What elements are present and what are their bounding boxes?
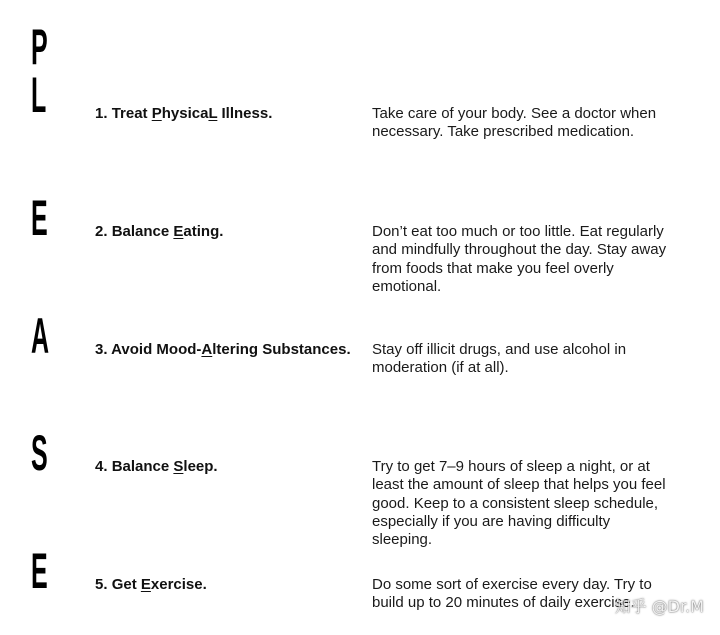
key-letter: A [201, 341, 213, 358]
acronym-letter-e: E [31, 190, 48, 246]
item-title [95, 458, 365, 476]
acronym-letter-s: S [31, 425, 48, 481]
item-title-text: Balance Sleep. [111, 458, 218, 475]
acronym-letter-p: P [31, 19, 48, 75]
acronym-letter-e-second: E [31, 543, 48, 599]
key-letter: E [173, 223, 184, 240]
item-description: Take care of your body. See a doctor when necessary. Take prescribed medication. [372, 105, 657, 141]
key-letter: S [173, 458, 184, 475]
item-number: 2. [95, 223, 108, 240]
item-number: 1. [95, 105, 108, 122]
acronym-letter-a: A [31, 308, 50, 364]
acronym-letter-l: L [31, 67, 47, 123]
item-description: Stay off illicit drugs, and use alcohol in moderation (if at all). [372, 341, 627, 377]
item-title [95, 341, 365, 359]
item-title-text: Get Exercise. [111, 576, 207, 593]
key-letter: P [151, 105, 162, 122]
item-title [95, 576, 365, 594]
item-title-text: Avoid Mood-Altering Substances. [111, 341, 351, 358]
item-description: Do some sort of exercise every day. Try to build up to 20 minutes of daily exercise. [372, 576, 652, 612]
item-title [95, 105, 365, 123]
item-description: Try to get 7–9 hours of sleep a night, or at least the amount of sleep that helps you feel good. Keep to a consistent sleep schedule, especially if you are having difficulty sleeping. [372, 458, 666, 549]
key-letter: E [140, 576, 151, 593]
item-description: Don’t eat too much or too little. Eat regularly and mindfully throughout the day. Stay away from foods that make you feel overly emotional. [372, 223, 667, 295]
item-number: 4. [95, 458, 108, 475]
item-title [95, 223, 365, 241]
item-number: 5. [95, 576, 108, 593]
key-letter: L [208, 105, 218, 122]
item-title-text: Balance Eating. [111, 223, 224, 240]
watermark: 知乎 @Dr.M [614, 597, 704, 616]
item-number: 3. [95, 341, 108, 358]
item-title-text: Treat PhysicaL Illness. [111, 105, 273, 122]
